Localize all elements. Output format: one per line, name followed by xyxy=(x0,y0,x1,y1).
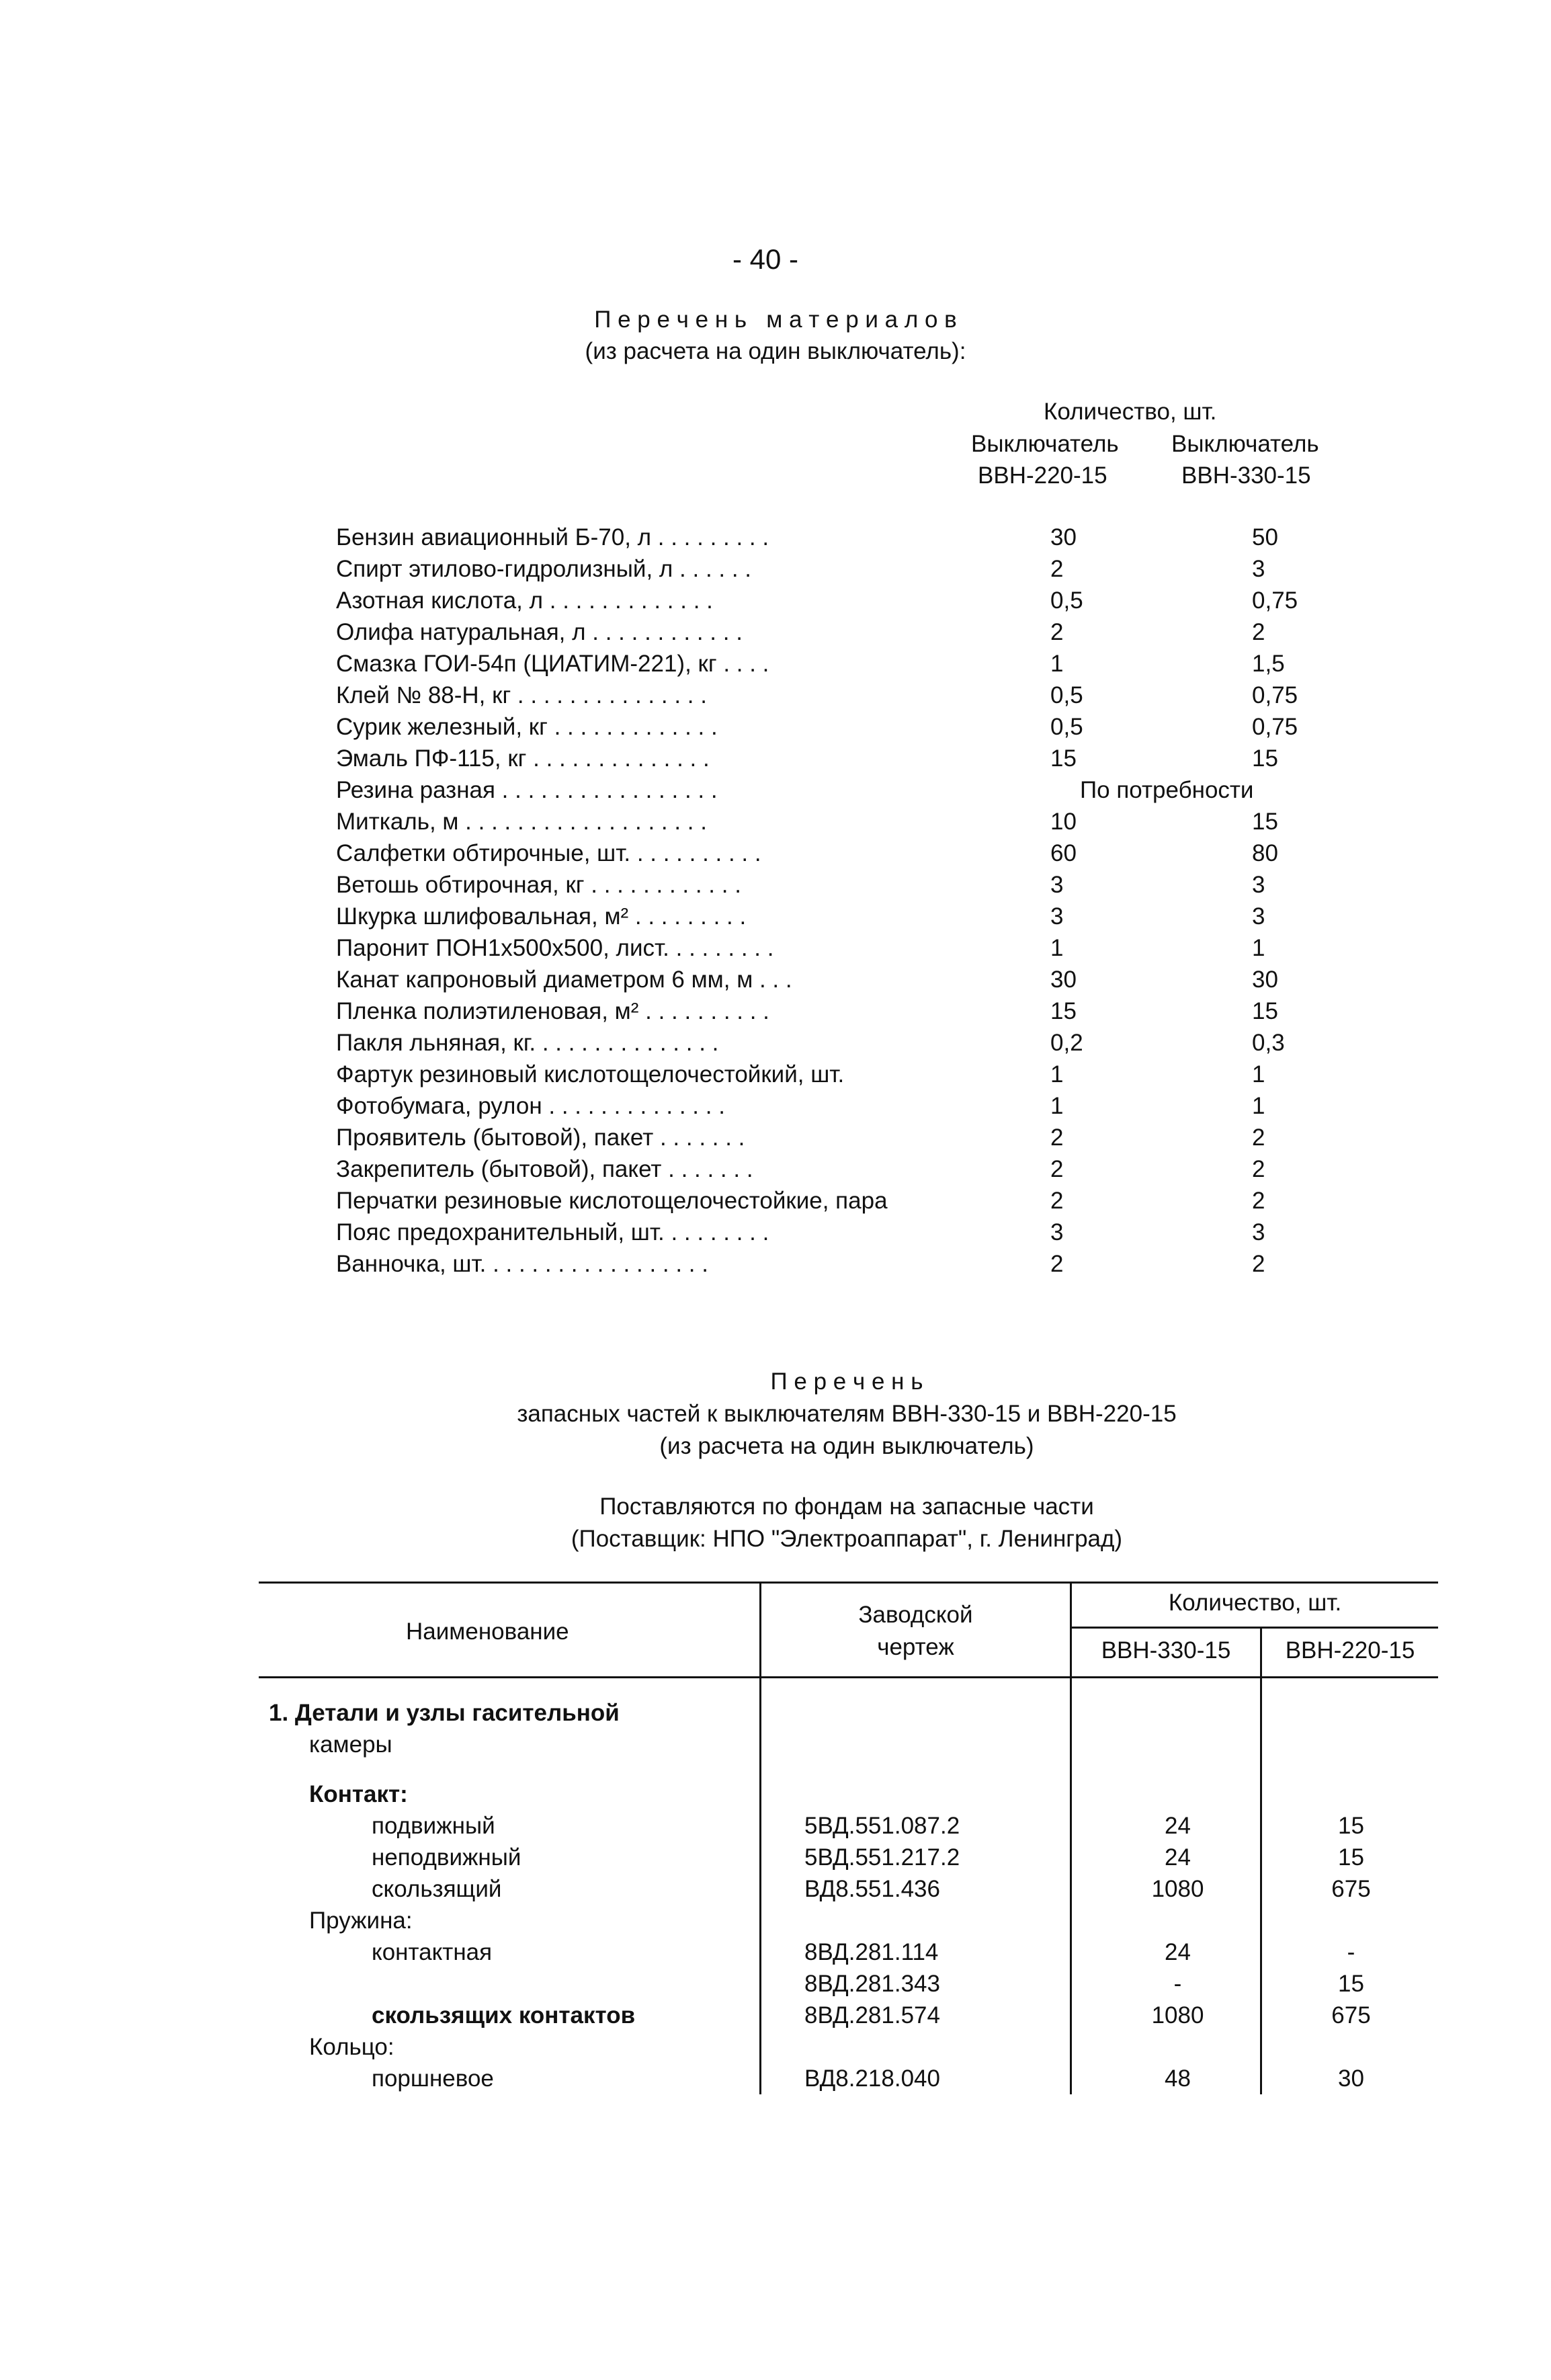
material-name: Паронит ПОН1х500х500, лист. . . . . . . . . xyxy=(336,935,774,961)
material-qty-220: 2 xyxy=(1050,619,1064,645)
section-title: 1. Детали и узлы гасительной xyxy=(269,1700,620,1726)
material-name: Резина разная . . . . . . . . . . . . . . . . . xyxy=(336,777,718,803)
material-qty-330: 3 xyxy=(1252,872,1265,898)
material-qty-330: 1,5 xyxy=(1252,651,1285,677)
material-qty-220: 2 xyxy=(1050,1188,1064,1214)
material-qty-330: 80 xyxy=(1252,840,1278,866)
material-name: Салфетки обтирочные, шт. . . . . . . . . . . xyxy=(336,840,761,866)
part-qty-330: 24 xyxy=(1165,1813,1191,1839)
material-qty-220: 10 xyxy=(1050,809,1077,835)
part-name: неподвижный xyxy=(372,1844,521,1871)
material-qty-220: 0,2 xyxy=(1050,1030,1083,1056)
material-name: Закрепитель (бытовой), пакет . . . . . . . xyxy=(336,1156,753,1182)
part-name: поршневое xyxy=(372,2065,494,2092)
material-qty-330: 1 xyxy=(1252,1061,1265,1088)
material-qty-220: 2 xyxy=(1050,556,1064,582)
part-name: скользящий xyxy=(372,1876,502,1902)
material-qty-330: 50 xyxy=(1252,524,1278,550)
material-qty-330: 3 xyxy=(1252,1219,1265,1245)
material-qty-220: 0,5 xyxy=(1050,682,1083,708)
material-row xyxy=(0,745,1551,777)
material-row xyxy=(0,1061,1551,1093)
header-drawing-line1: Заводской xyxy=(858,1602,973,1628)
part-drawing: ВД8.551.436 xyxy=(804,1876,940,1902)
material-qty-220: 30 xyxy=(1050,524,1077,550)
material-qty-330: 0,3 xyxy=(1252,1030,1285,1056)
col2-header-line1: Выключатель xyxy=(1171,431,1319,457)
material-row xyxy=(0,619,1551,651)
material-name: Миткаль, м . . . . . . . . . . . . . . . . . . . xyxy=(336,809,707,835)
material-as-needed: По потребности xyxy=(1080,777,1254,803)
part-qty-220: - xyxy=(1347,1939,1355,1965)
material-row xyxy=(0,777,1551,809)
material-row xyxy=(0,524,1551,556)
material-qty-330: 2 xyxy=(1252,1188,1265,1214)
material-name: Пояс предохранительный, шт. . . . . . . . . xyxy=(336,1219,769,1245)
section-title-cont: камеры xyxy=(309,1731,392,1758)
material-qty-220: 3 xyxy=(1050,1219,1064,1245)
part-group: Контакт: xyxy=(309,1781,408,1807)
material-qty-330: 15 xyxy=(1252,745,1278,772)
material-qty-330: 0,75 xyxy=(1252,714,1298,740)
material-row xyxy=(0,587,1551,619)
material-row xyxy=(0,872,1551,903)
part-qty-330: 24 xyxy=(1165,1844,1191,1871)
page-number: - 40 - xyxy=(732,243,799,275)
material-qty-330: 2 xyxy=(1252,1156,1265,1182)
material-row xyxy=(0,1219,1551,1251)
material-name: Перчатки резиновые кислотощелочестойкие, пара xyxy=(336,1188,888,1214)
material-name: Сурик железный, кг . . . . . . . . . . . . . xyxy=(336,714,718,740)
material-name: Бензин авиационный Б-70, л . . . . . . . . . xyxy=(336,524,769,550)
material-qty-220: 1 xyxy=(1050,651,1064,677)
material-name: Пленка полиэтиленовая, м² . . . . . . . . . . xyxy=(336,998,769,1024)
spares-supply-line1: Поставляются по фондам на запасные части xyxy=(599,1493,1094,1520)
part-qty-220: 15 xyxy=(1338,1971,1364,1997)
material-qty-220: 60 xyxy=(1050,840,1077,866)
material-qty-330: 3 xyxy=(1252,903,1265,930)
material-name: Проявитель (бытовой), пакет . . . . . . . xyxy=(336,1124,745,1151)
part-qty-220: 675 xyxy=(1331,1876,1371,1902)
material-name: Ванночка, шт. . . . . . . . . . . . . . . . . . xyxy=(336,1251,708,1277)
material-name: Клей № 88-Н, кг . . . . . . . . . . . . . . . xyxy=(336,682,707,708)
material-row xyxy=(0,651,1551,682)
material-name: Эмаль ПФ-115, кг . . . . . . . . . . . . . . xyxy=(336,745,710,772)
header-col-330: ВВН-330-15 xyxy=(1101,1637,1231,1664)
material-row xyxy=(0,903,1551,935)
part-drawing: 8ВД.281.574 xyxy=(804,2002,940,2028)
material-qty-220: 1 xyxy=(1050,1093,1064,1119)
col1-header-line1: Выключатель xyxy=(971,431,1119,457)
material-qty-220: 15 xyxy=(1050,745,1077,772)
material-row xyxy=(0,1251,1551,1282)
material-qty-220: 3 xyxy=(1050,903,1064,930)
part-group: Кольцо: xyxy=(309,2034,394,2060)
table-subheader-rule xyxy=(1070,1627,1438,1629)
material-row xyxy=(0,556,1551,587)
material-qty-220: 15 xyxy=(1050,998,1077,1024)
part-qty-220: 15 xyxy=(1338,1844,1364,1871)
material-row xyxy=(0,840,1551,872)
material-name: Пакля льняная, кг. . . . . . . . . . . . . . . xyxy=(336,1030,719,1056)
part-qty-330: 24 xyxy=(1165,1939,1191,1965)
material-name: Шкурка шлифовальная, м² . . . . . . . . . xyxy=(336,903,747,930)
materials-subtitle: (из расчета на один выключатель): xyxy=(585,338,966,364)
material-qty-330: 2 xyxy=(1252,619,1265,645)
material-name: Азотная кислота, л . . . . . . . . . . . . . xyxy=(336,587,713,614)
material-qty-330: 1 xyxy=(1252,1093,1265,1119)
materials-title: П е р е ч е н ь м а т е р и а л о в xyxy=(594,306,957,333)
material-row xyxy=(0,1156,1551,1188)
material-qty-220: 2 xyxy=(1050,1124,1064,1151)
part-drawing: ВД8.218.040 xyxy=(804,2065,940,2092)
part-qty-220: 15 xyxy=(1338,1813,1364,1839)
spares-title: П е р е ч е н ь xyxy=(770,1368,923,1395)
material-qty-330: 1 xyxy=(1252,935,1265,961)
spares-subtitle-line1: запасных частей к выключателям ВВН-330-15 и ВВН-220-15 xyxy=(517,1401,1177,1427)
material-row xyxy=(0,998,1551,1030)
material-qty-330: 15 xyxy=(1252,809,1278,835)
spares-subtitle-line2: (из расчета на один выключатель) xyxy=(659,1433,1034,1459)
part-drawing: 5ВД.551.217.2 xyxy=(804,1844,960,1871)
material-name: Олифа натуральная, л . . . . . . . . . . . . xyxy=(336,619,743,645)
material-name: Спирт этилово-гидролизный, л . . . . . . xyxy=(336,556,752,582)
material-qty-220: 0,5 xyxy=(1050,587,1083,614)
header-col-220: ВВН-220-15 xyxy=(1285,1637,1415,1664)
header-name: Наименование xyxy=(406,1618,569,1645)
header-quantity: Количество, шт. xyxy=(1168,1590,1342,1616)
material-qty-220: 1 xyxy=(1050,1061,1064,1088)
header-drawing-line2: чертеж xyxy=(877,1634,954,1660)
material-row xyxy=(0,1124,1551,1156)
material-qty-220: 1 xyxy=(1050,935,1064,961)
material-qty-330: 2 xyxy=(1252,1251,1265,1277)
part-drawing: 8ВД.281.343 xyxy=(804,1971,940,1997)
part-qty-220: 675 xyxy=(1331,2002,1371,2028)
material-qty-220: 0,5 xyxy=(1050,714,1083,740)
material-qty-330: 15 xyxy=(1252,998,1278,1024)
part-drawing: 5ВД.551.087.2 xyxy=(804,1813,960,1839)
part-name: скользящих контактов xyxy=(372,2002,636,2028)
part-qty-330: 1080 xyxy=(1151,1876,1204,1902)
part-name: подвижный xyxy=(372,1813,495,1839)
part-drawing: 8ВД.281.114 xyxy=(804,1939,939,1965)
material-row xyxy=(0,809,1551,840)
material-qty-330: 2 xyxy=(1252,1124,1265,1151)
material-qty-330: 30 xyxy=(1252,967,1278,993)
part-qty-330: - xyxy=(1173,1971,1182,1997)
material-row xyxy=(0,1030,1551,1061)
material-row xyxy=(0,967,1551,998)
material-name: Смазка ГОИ-54п (ЦИАТИМ-221), кг . . . . xyxy=(336,651,769,677)
material-qty-330: 0,75 xyxy=(1252,587,1298,614)
material-name: Канат капроновый диаметром 6 мм, м . . . xyxy=(336,967,792,993)
material-row xyxy=(0,682,1551,714)
material-qty-220: 2 xyxy=(1050,1156,1064,1182)
material-row xyxy=(0,1093,1551,1124)
quantity-header: Количество, шт. xyxy=(1044,399,1217,425)
col1-header-line2: ВВН-220-15 xyxy=(978,462,1107,489)
material-qty-330: 3 xyxy=(1252,556,1265,582)
material-qty-330: 0,75 xyxy=(1252,682,1298,708)
material-qty-220: 2 xyxy=(1050,1251,1064,1277)
part-group: Пружина: xyxy=(309,1907,413,1934)
material-row xyxy=(0,714,1551,745)
material-qty-220: 3 xyxy=(1050,872,1064,898)
material-row xyxy=(0,1188,1551,1219)
material-qty-220: 30 xyxy=(1050,967,1077,993)
part-qty-330: 48 xyxy=(1165,2065,1191,2092)
table-top-rule xyxy=(259,1582,1438,1584)
part-name: контактная xyxy=(372,1939,493,1965)
col2-header-line2: ВВН-330-15 xyxy=(1181,462,1311,489)
material-name: Фотобумага, рулон . . . . . . . . . . . . . . xyxy=(336,1093,725,1119)
material-name: Ветошь обтирочная, кг . . . . . . . . . . . . xyxy=(336,872,741,898)
part-qty-330: 1080 xyxy=(1151,2002,1204,2028)
spares-supply-line2: (Поставщик: НПО "Электроаппарат", г. Ленинград) xyxy=(571,1526,1123,1552)
material-name: Фартук резиновый кислотощелочестойкий, шт. xyxy=(336,1061,845,1088)
material-row xyxy=(0,935,1551,967)
part-qty-220: 30 xyxy=(1338,2065,1364,2092)
